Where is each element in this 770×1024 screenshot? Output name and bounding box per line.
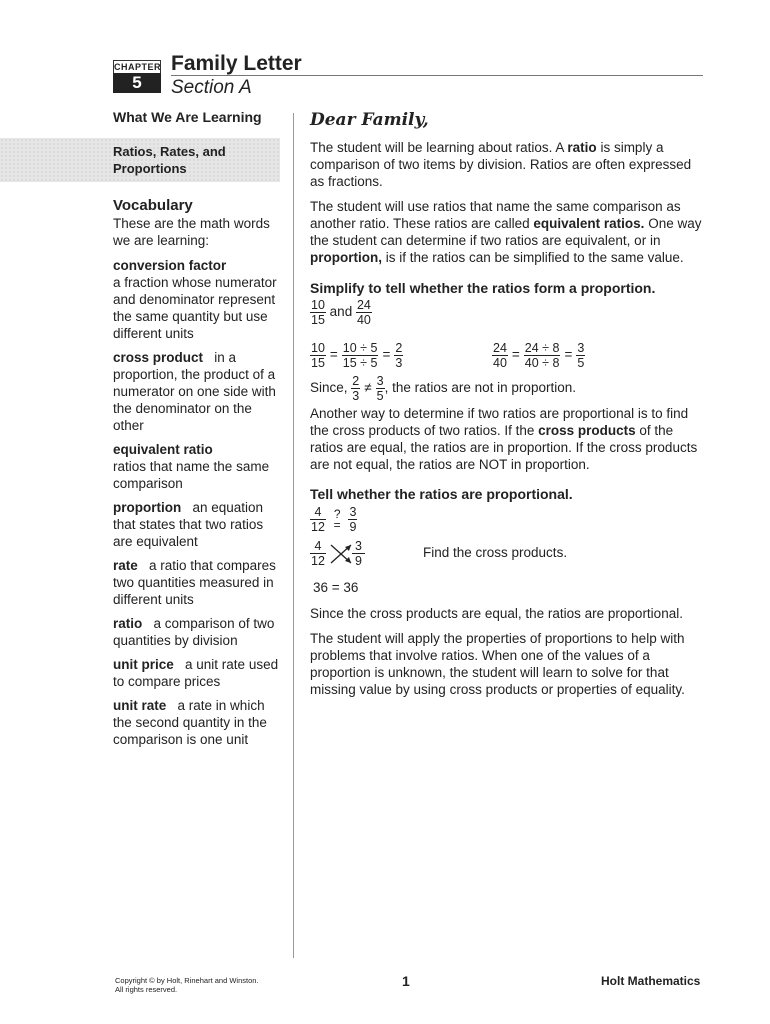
- page-title: Family Letter: [171, 52, 302, 75]
- denominator: 40: [356, 313, 371, 327]
- denominator: 3: [395, 356, 403, 370]
- denominator: 12: [311, 554, 325, 568]
- bold-term: equivalent ratios.: [533, 216, 645, 231]
- title-divider: [171, 75, 703, 76]
- term-definition: ratios that name the same comparison: [113, 459, 270, 491]
- copyright-notice: [115, 976, 275, 994]
- numerator: 3: [352, 539, 365, 554]
- simplify-step-2: [492, 341, 585, 370]
- numerator: 10: [311, 341, 325, 355]
- vocab-term: [113, 257, 283, 342]
- term-definition: an equation that states that two ratios are equivalent: [113, 500, 264, 549]
- vocab-term: [113, 441, 283, 492]
- not-equal-sign: ≠: [364, 380, 372, 396]
- numerator: 3: [577, 341, 585, 355]
- numerator: 4: [310, 505, 326, 520]
- paragraph-intro: [310, 139, 702, 190]
- vocab-term: [113, 499, 283, 550]
- column-divider: [293, 113, 294, 958]
- text: is simply a comparison of two items by division. Ratios are often expressed as fractions.: [310, 140, 692, 189]
- cross-product-result: 36 = 36: [313, 580, 359, 595]
- vocabulary-heading: Vocabulary: [113, 197, 193, 214]
- denominator: 5: [577, 356, 585, 370]
- topic-title: Ratios, Rates, and Proportions: [113, 144, 226, 176]
- chapter-label: CHAPTER: [114, 62, 162, 72]
- numerator: 24: [493, 341, 507, 355]
- page-number: 1: [402, 973, 410, 989]
- copyright-line: All rights reserved.: [115, 985, 178, 994]
- since-statement: [310, 374, 576, 403]
- publisher-name: Holt Mathematics: [601, 974, 701, 988]
- numerator: 2: [352, 374, 360, 388]
- fraction: [342, 341, 379, 370]
- denominator: 5: [376, 389, 384, 403]
- numerator: 10 ÷ 5: [342, 341, 378, 355]
- fraction: [524, 341, 561, 370]
- vocab-term: [113, 697, 283, 748]
- chapter-number: 5: [113, 73, 161, 93]
- bold-term: proportion,: [310, 250, 382, 265]
- fraction: [310, 298, 326, 327]
- numerator: 2: [395, 341, 403, 355]
- equals-sign: =: [333, 517, 341, 532]
- denominator: 9: [349, 520, 357, 534]
- term-definition: a fraction whose numerator and denominator represent the same quantity but use different units: [113, 275, 277, 341]
- denominator: 15 ÷ 5: [342, 356, 378, 370]
- equals-sign: =: [511, 347, 520, 363]
- denominator: 15: [311, 313, 325, 327]
- fraction: [351, 374, 360, 403]
- proportion-question: [310, 505, 357, 534]
- fraction: [356, 298, 372, 327]
- term-word: proportion: [113, 500, 182, 515]
- simplify-step-1: [310, 341, 403, 370]
- numerator: 24 ÷ 8: [524, 341, 560, 355]
- fraction: [492, 341, 508, 370]
- numerator: 24: [356, 298, 371, 312]
- fraction: [394, 341, 403, 370]
- question-mark: ?: [333, 506, 341, 521]
- copyright-line: Copyright © by Holt, Rinehart and Winston.: [115, 976, 259, 985]
- text: The student will use ratios that name the same comparison as another ratio. These ratios are called: [310, 199, 681, 231]
- term-word: unit rate: [113, 698, 167, 713]
- example-heading: Tell whether the ratios are proportional.: [310, 486, 573, 502]
- learning-heading: What We Are Learning: [113, 109, 262, 125]
- numerator: 3: [349, 505, 357, 519]
- denominator: 9: [355, 554, 362, 568]
- text: of the ratios are equal, the ratios are in proportion. If the cross products are not equal, the ratios are NOT in proportion.: [310, 423, 698, 472]
- term-word: rate: [113, 558, 138, 573]
- paragraph-cross-products: [310, 405, 702, 473]
- denominator: 40: [493, 356, 507, 370]
- fraction: [310, 341, 326, 370]
- vocabulary-list: [113, 257, 283, 755]
- numerator: 3: [376, 374, 384, 388]
- term-word: ratio: [113, 616, 143, 631]
- term-word: unit price: [113, 657, 174, 672]
- chapter-badge: [113, 60, 161, 93]
- vocab-term: [113, 615, 283, 649]
- text: The student will be learning about ratios. A: [310, 140, 568, 155]
- paragraph-conclusion: Since the cross products are equal, the ratios are proportional.: [310, 606, 683, 621]
- section-title: Section A: [171, 77, 252, 98]
- text: Another way to determine if two ratios are proportional is to find the cross products of two ratios. If the: [310, 406, 689, 438]
- vocab-term: [113, 656, 283, 690]
- numerator: 4: [310, 539, 326, 554]
- vocab-term: [113, 349, 283, 434]
- term-word: equivalent ratio: [113, 442, 213, 457]
- denominator: 3: [352, 389, 360, 403]
- equals-sign: =: [382, 347, 391, 363]
- text: is if the ratios can be simplified to the same value.: [381, 250, 684, 265]
- bold-term: cross products: [538, 423, 636, 438]
- question-equals: [333, 506, 341, 532]
- fraction: [576, 341, 585, 370]
- denominator: 40 ÷ 8: [524, 356, 560, 370]
- text: One way the student can determine if two ratios are equivalent, or in: [310, 216, 702, 248]
- vocab-term: [113, 557, 283, 608]
- fraction: [376, 374, 385, 403]
- paragraph-equivalent: [310, 198, 702, 266]
- equals-sign: =: [329, 347, 338, 363]
- term-definition: a unit rate used to compare prices: [113, 657, 279, 689]
- term-word: conversion factor: [113, 258, 227, 273]
- term-word: cross product: [113, 350, 204, 365]
- term-definition: a rate in which the second quantity in the comparison is one unit: [113, 698, 267, 747]
- fraction: [310, 539, 326, 568]
- cross-arrows-icon: [328, 542, 354, 566]
- instruction-text: Find the cross products.: [423, 545, 568, 560]
- fraction: [310, 505, 326, 534]
- term-definition: a comparison of two quantities by division: [113, 616, 275, 648]
- example-ratios: [310, 298, 372, 327]
- equals-sign: =: [564, 347, 573, 363]
- denominator: 15: [311, 356, 325, 370]
- bold-term: ratio: [567, 140, 597, 155]
- example-heading: Simplify to tell whether the ratios form a proportion.: [310, 280, 656, 296]
- fraction: [348, 505, 357, 534]
- cross-multiplication: [310, 539, 370, 571]
- term-definition: a ratio that compares two quantities measured in different units: [113, 558, 276, 607]
- letter-greeting: Dear Family,: [310, 110, 429, 130]
- text: Since,: [310, 380, 352, 396]
- term-definition: in a proportion, the product of a numerator on one side with the denominator on the other: [113, 350, 276, 433]
- numerator: 10: [311, 298, 325, 312]
- denominator: 12: [311, 520, 325, 534]
- text: , the ratios are not in proportion.: [384, 380, 576, 396]
- vocabulary-intro: These are the math words we are learning:: [113, 216, 270, 248]
- paragraph-closing: The student will apply the properties of proportions to help with problems that involve ratios. When one of the values of a proportion is unknown, the student will learn to solve for that missing value by using cross products or properties of equality.: [310, 631, 685, 697]
- text: and: [329, 304, 353, 320]
